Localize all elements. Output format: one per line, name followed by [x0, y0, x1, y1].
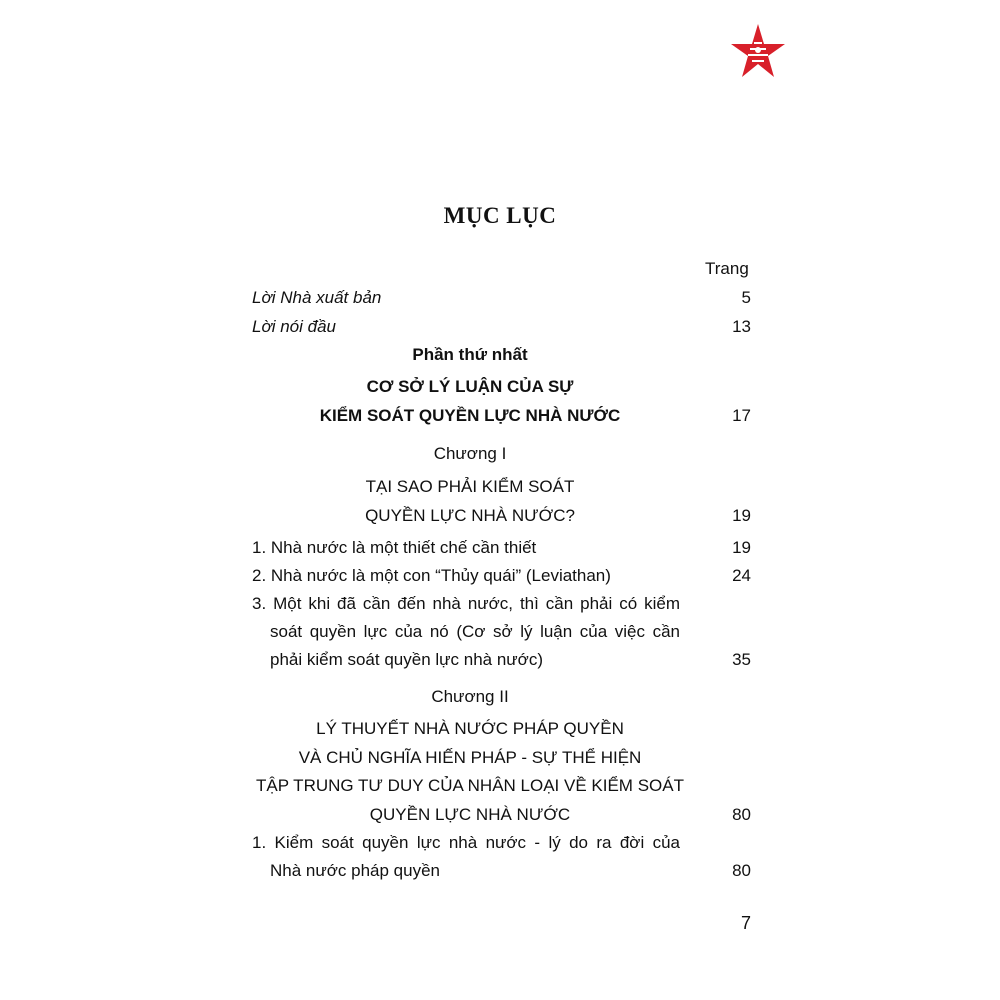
- toc-entry[interactable]: 1. Kiểm soát quyền lực nhà nước - lý do ra đời của: [252, 833, 680, 852]
- chapter-label: Chương II: [431, 687, 509, 706]
- toc-entry-publisher-note[interactable]: [252, 288, 381, 308]
- toc-entry-page: 13: [732, 317, 751, 336]
- toc-entry-page: 80: [732, 861, 751, 880]
- toc-entry-page: 19: [732, 538, 751, 557]
- chapter-title-line[interactable]: QUYỀN LỰC NHÀ NƯỚC: [369, 805, 571, 824]
- page-number: 7: [740, 913, 751, 933]
- toc-entry-label: Lời nói đầu: [252, 317, 337, 336]
- part-label: Phần thứ nhất: [412, 345, 528, 364]
- chapter-title-line[interactable]: TẠI SAO PHẢI KIỂM SOÁT: [365, 477, 575, 496]
- part-title-line[interactable]: KIỂM SOÁT QUYỀN LỰC NHÀ NƯỚC: [319, 406, 621, 425]
- chapter-title-line[interactable]: VÀ CHỦ NGHĨA HIẾN PHÁP - SỰ THỂ HIỆN: [298, 748, 642, 767]
- chapter-title-line[interactable]: LÝ THUYẾT NHÀ NƯỚC PHÁP QUYỀN: [316, 719, 624, 738]
- toc-entry-continuation[interactable]: phải kiểm soát quyền lực nhà nước): [270, 650, 543, 669]
- toc-entry-continuation[interactable]: soát quyền lực của nó (Cơ sở lý luận của việc cần: [270, 622, 680, 641]
- toc-entry-page: 17: [732, 406, 751, 425]
- toc-entry-page: 80: [732, 805, 751, 824]
- chapter-title-line[interactable]: QUYỀN LỰC NHÀ NƯỚC?: [365, 506, 575, 525]
- chapter-title-line[interactable]: TẬP TRUNG TƯ DUY CỦA NHÂN LOẠI VỀ KIỂM SOÁT: [256, 776, 684, 795]
- toc-entry-page: 35: [732, 650, 751, 669]
- toc-entry-preface[interactable]: [252, 317, 336, 337]
- star-emblem-icon: [728, 22, 788, 82]
- chapter-label: Chương I: [433, 444, 507, 463]
- toc-entry-page: 5: [741, 288, 751, 307]
- toc-entry-continuation[interactable]: Nhà nước pháp quyền: [270, 861, 440, 880]
- toc-title: MỤC LỤC: [443, 203, 557, 228]
- toc-entry-page: 19: [732, 506, 751, 525]
- part-title-line[interactable]: CƠ SỞ LÝ LUẬN CỦA SỰ: [366, 377, 574, 396]
- toc-entry[interactable]: 3. Một khi đã cần đến nhà nước, thì cần phải có kiểm: [252, 594, 680, 613]
- toc-entry-label: Lời Nhà xuất bản: [252, 288, 382, 307]
- toc-entry-page: 24: [732, 566, 751, 585]
- page-column-header: Trang: [705, 259, 749, 278]
- toc-entry[interactable]: 2. Nhà nước là một con “Thủy quái” (Leviathan): [252, 566, 611, 585]
- toc-entry[interactable]: 1. Nhà nước là một thiết chế cần thiết: [252, 538, 537, 557]
